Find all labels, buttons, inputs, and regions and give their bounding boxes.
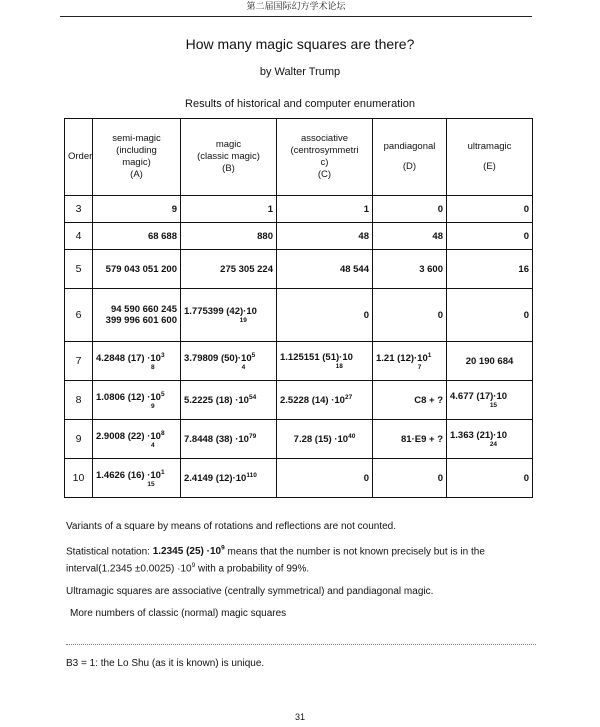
header-magic: magic (classic magic) (B): [181, 119, 277, 196]
cell-pandiagonal: C8 + ?: [373, 381, 447, 420]
cell-pandiagonal: 81·E9 + ?: [373, 420, 447, 459]
table-header-row: [65, 119, 533, 196]
table-row: [65, 420, 533, 459]
page-title: How many magic squares are there?: [185, 36, 415, 52]
cell-semi-magic: 579 043 051 200: [93, 250, 181, 289]
cell-semi-magic: 1.0806 $(12) \cdot 10^5$ 9: [93, 381, 181, 420]
notes-section: [66, 520, 546, 629]
table-row: [65, 250, 533, 289]
cell-order: 8: [65, 381, 93, 420]
cell-ultramagic: 4.677 (17)·10 15: [447, 381, 533, 420]
cell-semi-magic: 2.9008 $(22) \cdot 10^8$ 4: [93, 420, 181, 459]
cell-order: 6: [65, 289, 93, 342]
cell-magic: 275 305 224: [181, 250, 277, 289]
cell-magic: [181, 289, 277, 342]
cell-semi-magic: 94 590 660 245 399 996 601 600: [93, 289, 181, 342]
cell-order: 4: [65, 223, 93, 250]
cell-associative: 48 544: [277, 250, 373, 289]
cell-pandiagonal: 0: [373, 289, 447, 342]
magic-exponent: 19: [239, 316, 247, 324]
header-semi-magic: semi-magic (including magic) (A): [93, 119, 181, 196]
cell-pandiagonal: 3 600: [373, 250, 447, 289]
header-pandiagonal: pandiagonal (D): [373, 119, 447, 196]
note-variants: Variants of a square by means of rotations and reflections are not counted.: [66, 521, 397, 532]
magic-squares-table: [64, 118, 533, 498]
cell-order: 3: [65, 196, 93, 223]
cell-magic: 7.8448 $(38) \cdot 10^{79}$: [181, 420, 277, 459]
table-row: [65, 459, 533, 498]
cell-associative: 0: [277, 459, 373, 498]
divider: [66, 644, 536, 645]
table-row: [65, 342, 533, 381]
cell-magic: 880: [181, 223, 277, 250]
cell-pandiagonal: 0: [373, 196, 447, 223]
cell-magic: 1: [181, 196, 277, 223]
note-more: More numbers of classic (normal) magic squares: [70, 607, 287, 619]
header-associative: associative (centrosymmetri c) (C): [277, 119, 373, 196]
cell-pandiagonal: 48: [373, 223, 447, 250]
cell-magic: 5.2225 $(18) \cdot 10^{54}$: [181, 381, 277, 420]
table-caption: Results of historical and computer enumeration: [185, 98, 415, 110]
table-row: [65, 223, 533, 250]
cell-associative: 0: [277, 289, 373, 342]
cell-ultramagic: 0: [447, 289, 533, 342]
cell-semi-magic: 68 688: [93, 223, 181, 250]
table-row: [65, 196, 533, 223]
cell-ultramagic: 0: [447, 223, 533, 250]
cell-associative: 1.125151 (51)·10 18: [277, 342, 373, 381]
note-statistical: Statistical notation: 1.2345 $(25) \cdot 10^9$ means that the number is not known precisely but is in the interval(1.2345 $\pm 0.0025) \cdot 10^9$ with a probability of 99%.: [66, 545, 485, 575]
header-order: Order: [65, 119, 93, 196]
cell-associative: 48: [277, 223, 373, 250]
cell-semi-magic: 1.4626 $(16) \cdot 10^1$ 15: [93, 459, 181, 498]
cell-associative: 2.5228 $(14) \cdot 10^{27}$: [277, 381, 373, 420]
table-row: [65, 381, 533, 420]
cell-associative: 7.28 $(15) \cdot 10^{40}$: [277, 420, 373, 459]
cell-order: 7: [65, 342, 93, 381]
header-ultramagic: ultramagic (E): [447, 119, 533, 196]
note-ultramagic: Ultramagic squares are associative (centrally symmetrical) and pandiagonal magic.: [66, 585, 434, 597]
author-line: by Walter Trump: [259, 66, 341, 78]
cell-magic: 2.4149 $(12)\cdot 10^{110}$: [181, 459, 277, 498]
cell-ultramagic: 0: [447, 459, 533, 498]
cell-ultramagic: 0: [447, 196, 533, 223]
table-row: [65, 289, 533, 342]
cell-order: 9: [65, 420, 93, 459]
running-head: 第二届国际幻方学术论坛: [60, 0, 532, 17]
cell-semi-magic: 4.2848 $(17) \cdot 10^3$ 8: [93, 342, 181, 381]
magic-mantissa: 1.775399 (42)·10: [184, 305, 257, 317]
note-lo-shu: B3 = 1: the Lo Shu (as it is known) is unique.: [66, 658, 265, 669]
cell-pandiagonal: 1.21 $(12)\cdot 10^1$ 7: [373, 342, 447, 381]
page-number: 31: [294, 712, 305, 722]
cell-ultramagic: 1.363 (21)·10 24: [447, 420, 533, 459]
cell-pandiagonal: 0: [373, 459, 447, 498]
cell-order: 5: [65, 250, 93, 289]
cell-ultramagic: 16: [447, 250, 533, 289]
cell-magic: 3.79809 $(50)\cdot 10^5$ 4: [181, 342, 277, 381]
cell-associative: 1: [277, 196, 373, 223]
cell-ultramagic: 20 190 684: [447, 342, 533, 381]
cell-order: 10: [65, 459, 93, 498]
cell-semi-magic: 9: [93, 196, 181, 223]
